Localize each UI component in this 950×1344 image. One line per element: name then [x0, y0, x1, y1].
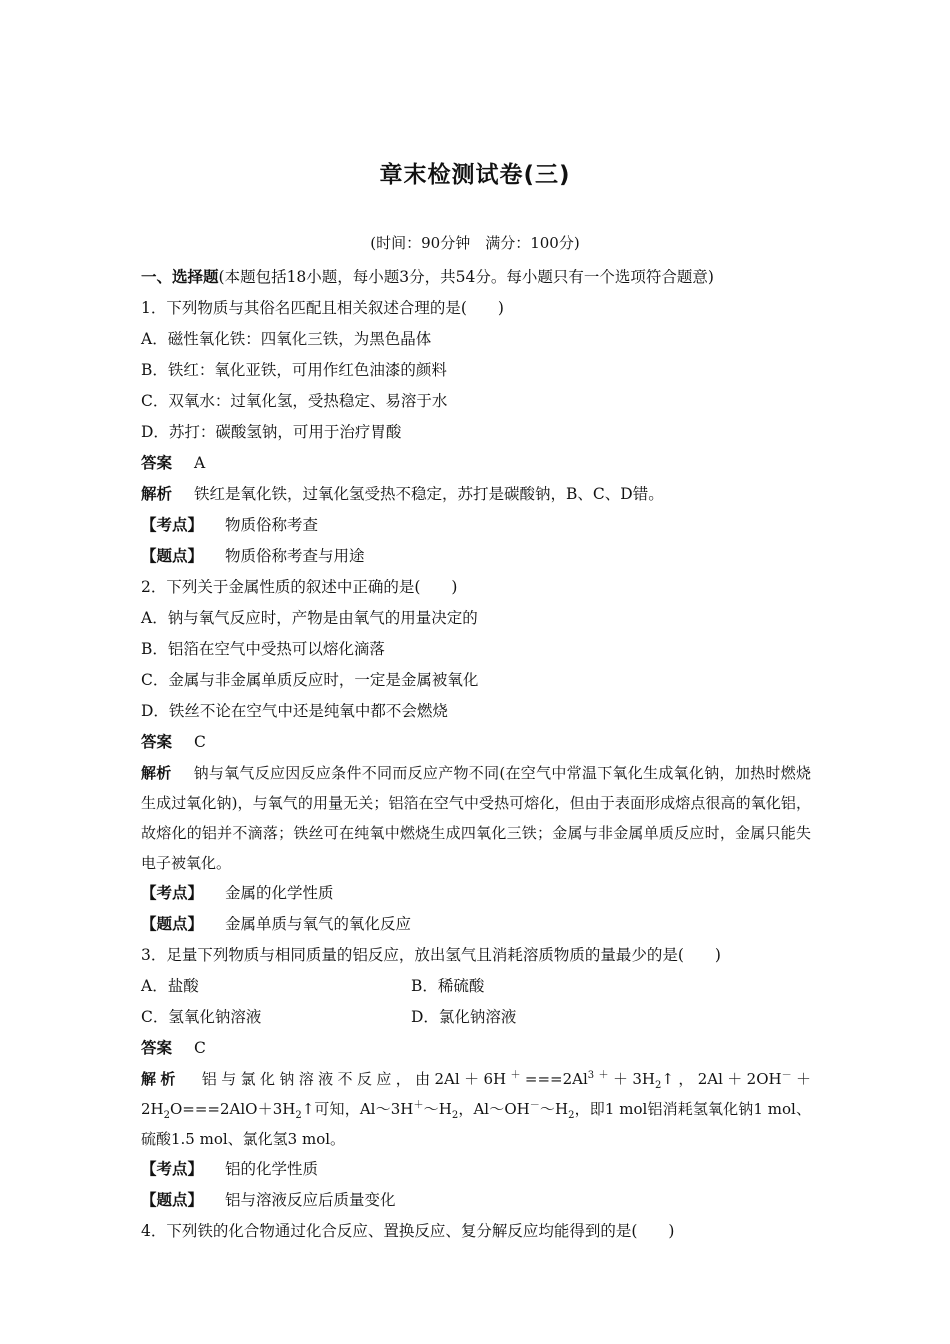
analysis-text: ＋2H [141, 1070, 812, 1118]
subscript: 2 [568, 1110, 575, 1121]
question-stem: 1．下列物质与其俗名匹配且相关叙述合理的是( ) [141, 299, 504, 317]
option: D．苏打：碳酸氢钠，可用于治疗胃酸 [141, 423, 402, 441]
option: A．盐酸 [141, 977, 199, 995]
subscript: 2 [654, 1080, 662, 1091]
superscript: ＋ [506, 1070, 525, 1081]
analysis-paragraph [141, 758, 811, 878]
superscript: － [529, 1100, 540, 1111]
answer-value: C [194, 1039, 206, 1057]
question-stem: 3．足量下列物质与相同质量的铝反应，放出氢气且消耗溶质物质的量最少的是( ) [141, 946, 721, 964]
superscript: 3＋ [587, 1070, 613, 1081]
answer-line [141, 448, 811, 479]
option: A．磁性氧化铁：四氧化三铁，为黑色晶体 [141, 330, 432, 348]
analysis-label: 解析 [141, 764, 172, 782]
analysis-text: ～H [423, 1100, 452, 1118]
page-title: 章末检测试卷(三) [379, 162, 571, 188]
analysis-text: ↑，2Al＋2OH [661, 1070, 782, 1088]
kaodian-line [141, 1154, 811, 1185]
tidian-label: 【题点】 [141, 915, 204, 933]
analysis-text: ＋3H [612, 1070, 655, 1088]
kaodian-line [141, 510, 811, 541]
analysis-text: 铝与氯化钠溶液不反应，由2Al＋6H [201, 1070, 507, 1088]
tidian-label: 【题点】 [141, 1191, 204, 1209]
analysis-text: ↑可知，Al～3H [301, 1100, 414, 1118]
option: C．双氧水：过氧化氢，受热稳定、易溶于水 [141, 392, 448, 410]
kaodian-line [141, 878, 811, 909]
kaodian-text: 金属的化学性质 [225, 884, 334, 902]
question-stem: 2．下列关于金属性质的叙述中正确的是( ) [141, 578, 458, 596]
option: D．氯化钠溶液 [411, 1008, 517, 1026]
option: D．铁丝不论在空气中还是纯氧中都不会燃烧 [141, 702, 448, 720]
superscript: － [781, 1070, 792, 1081]
analysis-line [141, 479, 811, 510]
answer-line [141, 1033, 811, 1064]
section-label: 一、选择题 [141, 268, 219, 286]
option-row [141, 1002, 811, 1033]
analysis-paragraph [141, 1064, 811, 1154]
tidian-line [141, 1185, 811, 1216]
answer-label: 答案 [141, 1039, 173, 1057]
option: B．铝箔在空气中受热可以熔化滴落 [141, 640, 385, 658]
subscript: 2 [163, 1110, 170, 1121]
tidian-line [141, 541, 811, 572]
kaodian-label: 【考点】 [141, 884, 204, 902]
subscript: 2 [451, 1110, 459, 1121]
option-row [141, 971, 811, 1002]
section-heading [141, 262, 811, 293]
answer-line [141, 727, 811, 758]
question-stem: 4．下列铁的化合物通过化合反应、置换反应、复分解反应均能得到的是( ) [141, 1222, 675, 1240]
kaodian-label: 【考点】 [141, 516, 204, 534]
answer-value: A [194, 454, 206, 472]
analysis-text: 铁红是氧化铁，过氧化氢受热不稳定，苏打是碳酸钠，B、C、D错。 [194, 485, 664, 503]
kaodian-label: 【考点】 [141, 1160, 204, 1178]
exam-info: (时间：90分钟 满分：100分) [370, 234, 580, 252]
analysis-label: 解析 [141, 1070, 180, 1088]
option: C．金属与非金属单质反应时，一定是金属被氧化 [141, 671, 479, 689]
answer-label: 答案 [141, 454, 173, 472]
analysis-text: ，Al～OH [458, 1100, 530, 1118]
analysis-text: O===2AlO＋3H [170, 1100, 296, 1118]
option: C．氢氧化钠溶液 [141, 1008, 262, 1026]
analysis-text: ～H [539, 1100, 569, 1118]
analysis-label: 解析 [141, 485, 173, 503]
tidian-label: 【题点】 [141, 547, 204, 565]
superscript: ＋ [413, 1100, 424, 1111]
analysis-text: ，即1 mol铝消耗氢氧化钠1 mol、硫酸1.5 mol、氯化氢3 mol。 [141, 1100, 811, 1148]
kaodian-text: 物质俗称考查 [225, 516, 319, 534]
analysis-text: ===2Al [524, 1070, 588, 1088]
kaodian-text: 铝的化学性质 [225, 1160, 319, 1178]
tidian-text: 金属单质与氧气的氧化反应 [225, 915, 412, 933]
option: B．铁红：氧化亚铁，可用作红色油漆的颜料 [141, 361, 447, 379]
option: B．稀硫酸 [411, 977, 485, 995]
subscript: 2 [295, 1110, 302, 1121]
section-desc: (本题包括18小题，每小题3分，共54分。每小题只有一个选项符合题意) [218, 268, 714, 286]
exam-content [141, 262, 811, 1247]
analysis-text: 钠与氧气反应因反应条件不同而反应产物不同(在空气中常温下氧化生成氧化钠，加热时燃烧生成过氧化钠)，与氧气的用量无关；铝箔在空气中受热可熔化，但由于表面形成熔点很高的氧化铝，故熔化的铝并不滴落；铁丝可在纯氧中燃烧生成四氧化三铁；金属与非金属单质反应时，金属只能失电子被氧化。 [141, 764, 811, 872]
tidian-text: 铝与溶液反应后质量变化 [225, 1191, 396, 1209]
tidian-line [141, 909, 811, 940]
answer-label: 答案 [141, 733, 173, 751]
answer-value: C [194, 733, 206, 751]
option: A．钠与氧气反应时，产物是由氧气的用量决定的 [141, 609, 478, 627]
tidian-text: 物质俗称考查与用途 [225, 547, 365, 565]
